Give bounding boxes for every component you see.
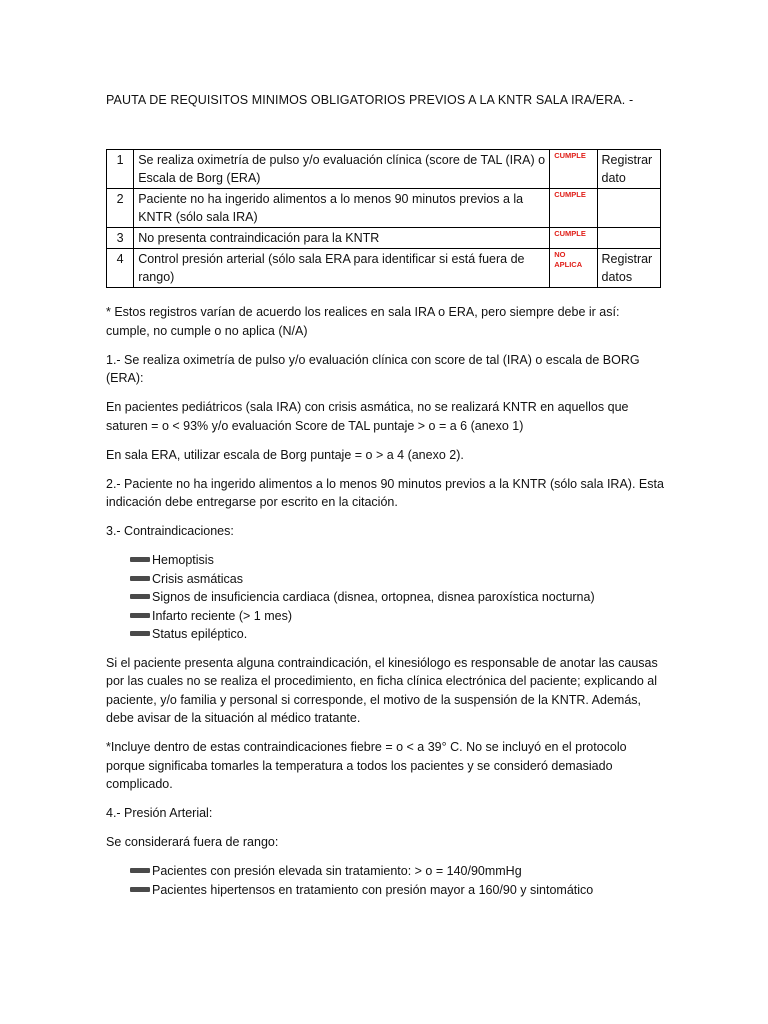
row-extra: Registrar datos — [597, 249, 660, 288]
row-number: 1 — [107, 150, 134, 189]
table-row — [107, 228, 661, 249]
list-item-text: Signos de insuficiencia cardiaca (disnea, ortopnea, disnea paroxística nocturna) — [152, 590, 595, 604]
row-extra — [597, 228, 660, 249]
list-item-text: Infarto reciente (> 1 mes) — [152, 608, 292, 623]
row-status: NO APLICA — [550, 249, 597, 288]
document-title: PAUTA DE REQUISITOS MINIMOS OBLIGATORIOS PREVIOS A LA KNTR SALA IRA/ERA. - — [106, 93, 634, 107]
table-row — [107, 249, 661, 288]
section-4-heading: 4.- Presión Arterial: — [106, 806, 213, 820]
row-description: No presenta contraindicación para la KNTR — [134, 228, 550, 249]
list-item — [130, 862, 666, 881]
list-item-text: Crisis asmáticas — [152, 571, 243, 586]
section-1-heading: 1.- Se realiza oximetría de pulso y/o evaluación clínica con score de tal (IRA) o escala de BORG (ERA): — [106, 352, 640, 385]
bullet-dash-icon — [130, 613, 150, 618]
list-item-text: Hemoptisis — [152, 553, 214, 567]
list-item-text: Pacientes hipertensos en tratamiento con presión mayor a 160/90 y sintomático — [152, 882, 594, 897]
section-1-paragraph-era: En sala ERA, utilizar escala de Borg puntaje = o > a 4 (anexo 2). — [106, 447, 464, 462]
list-item — [130, 607, 666, 626]
table-row — [107, 150, 661, 189]
row-description: Paciente no ha ingerido alimentos a lo menos 90 minutos previos a la KNTR (sólo sala IRA) — [134, 189, 550, 228]
list-item-text: Pacientes con presión elevada sin tratamiento: > o = 140/90mmHg — [152, 864, 522, 878]
row-description: Se realiza oximetría de pulso y/o evaluación clínica (score de TAL (IRA) o Escala de Borg (ERA) — [134, 150, 550, 189]
table-row — [107, 189, 661, 228]
row-status: CUMPLE — [550, 228, 597, 249]
registry-note: * Estos registros varían de acuerdo los realices en sala IRA o ERA, pero siempre debe ir así: cumple, no cumple o no aplica (N/A) — [106, 305, 620, 338]
list-item — [130, 551, 666, 570]
list-item — [130, 570, 666, 589]
row-status: CUMPLE — [550, 150, 597, 189]
document-body — [106, 303, 666, 909]
contraindications-list — [106, 551, 666, 644]
section-4-intro: Se considerará fuera de rango: — [106, 835, 279, 849]
section-1-paragraph-ira: En pacientes pediátricos (sala IRA) con crisis asmática, no se realizará KNTR en aquellos que saturen = o < 93% y/o evaluación Score de TAL puntaje > o = a 6 (anexo 1) — [106, 400, 629, 433]
row-description: Control presión arterial (sólo sala ERA para identificar si está fuera de rango) — [134, 249, 550, 288]
bullet-dash-icon — [130, 887, 150, 892]
section-2-paragraph: 2.- Paciente no ha ingerido alimentos a lo menos 90 minutos previos a la KNTR (sólo sala IRA). Esta indicación debe entregarse por escrito en la citación. — [106, 476, 664, 509]
list-item — [130, 625, 666, 644]
row-extra — [597, 189, 660, 228]
row-number: 2 — [107, 189, 134, 228]
section-3-paragraph: Si el paciente presenta alguna contraindicación, el kinesiólogo es responsable de anotar las causas por las cuales no se realiza el procedimiento, en ficha clínica electrónica del paciente; explicando al paciente, y/o familia y personal si corresponde, el motivo de la suspensión de la KNTR. Además, debe avisar de la situación al médico tratante. — [106, 655, 658, 725]
fever-note: *Incluye dentro de estas contraindicaciones fiebre = o < a 39° C. No se incluyó en el protocolo porque significaba tomarles la temperatura a todos los pacientes y se consideró demasiado complicado. — [106, 740, 627, 791]
bullet-dash-icon — [130, 868, 150, 873]
bullet-dash-icon — [130, 594, 150, 599]
row-number: 3 — [107, 228, 134, 249]
list-item — [130, 881, 666, 900]
list-item-text: Status epiléptico. — [152, 627, 248, 641]
list-item — [130, 588, 666, 607]
blood-pressure-list — [106, 862, 666, 899]
row-extra: Registrar dato — [597, 150, 660, 189]
section-3-heading: 3.- Contraindicaciones: — [106, 524, 234, 538]
bullet-dash-icon — [130, 557, 150, 562]
bullet-dash-icon — [130, 631, 150, 636]
row-number: 4 — [107, 249, 134, 288]
bullet-dash-icon — [130, 576, 150, 581]
requirements-table — [106, 149, 661, 288]
row-status: CUMPLE — [550, 189, 597, 228]
